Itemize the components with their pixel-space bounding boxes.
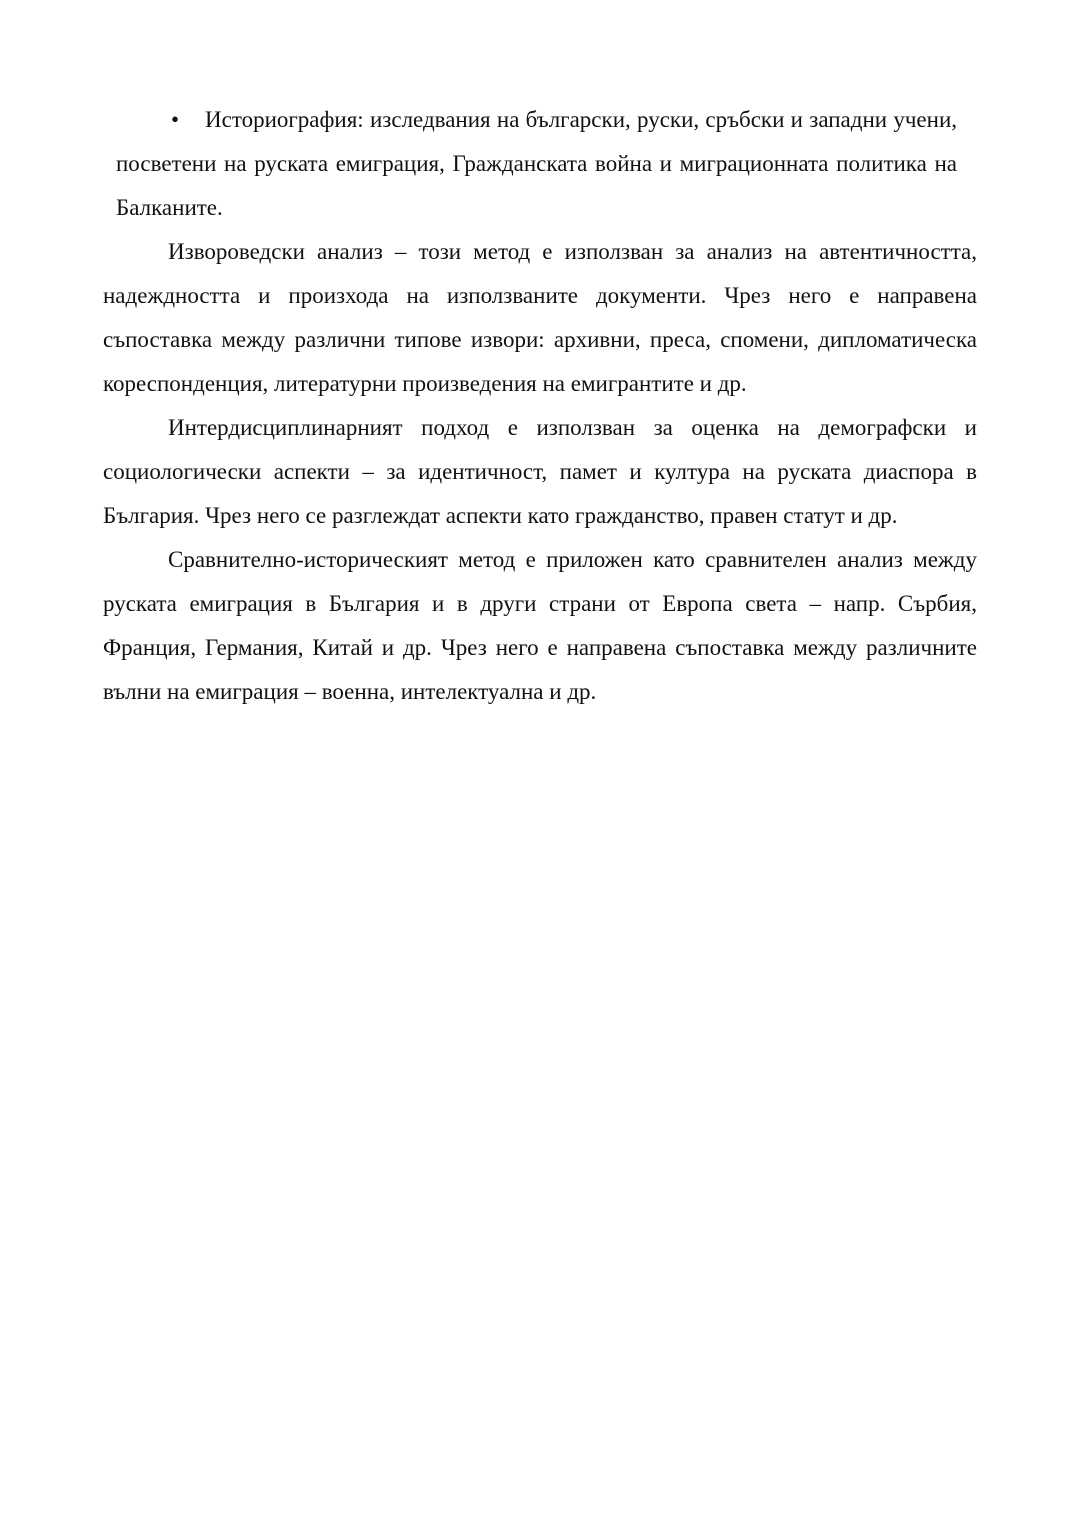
paragraph-source-analysis: Извороведски анализ – този метод е използван за анализ на автентичността, надеждността и произхода на използваните документи. Чрез него е направена съпоставка между различни типове извори: архивни, преса, спомени, дипломатическа кореспонденция, литературни произведения на емигрантите и др. xyxy=(103,239,977,396)
paragraph-comparative-historical: Сравнително-историческият метод е приложен като сравнителен анализ между руската емиграция в България и в други страни от Европа света – напр. Сърбия, Франция, Германия, Китай и др. Чрез него е направена съпоставка между различните вълни на емиграция – военна, интелектуална и др. xyxy=(103,547,977,704)
list-item-historiography xyxy=(116,98,957,230)
bullet-icon: • xyxy=(171,107,180,132)
paragraph-interdisciplinary: Интердисциплинарният подход е използван за оценка на демографски и социологически аспекти – за идентичност, памет и култура на руската диаспора в България. Чрез него се разглеждат аспекти като гражданство, правен статут и др. xyxy=(103,415,977,528)
document-body xyxy=(103,98,977,714)
bullet-text: Историография: изследвания на български, руски, сръбски и западни учени, посветени на руската емиграция, Гражданската война и миграционната политика на Балканите. xyxy=(116,107,957,220)
